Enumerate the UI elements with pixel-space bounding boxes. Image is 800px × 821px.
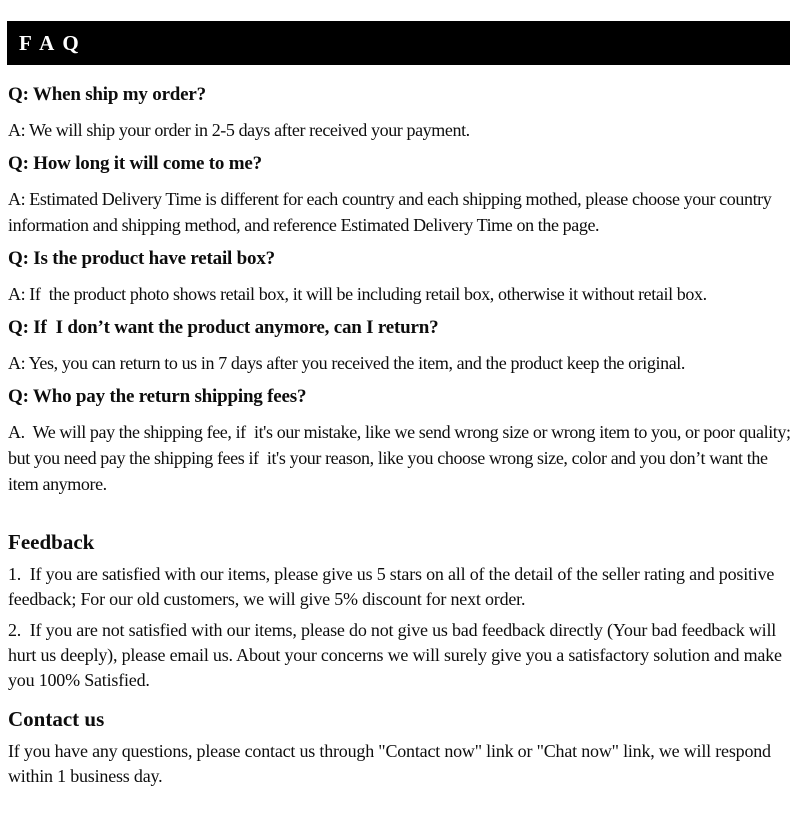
faq-item bbox=[8, 246, 794, 307]
faq-question: Q: Is the product have retail box? bbox=[8, 248, 275, 269]
faq-answer: A. We will pay the shipping fee, if it's our mistake, like we send wrong size or wrong item to you, or poor quality; but you need pay the shipping fees if it's your reason, like you choose wrong size, color and you don’t want the item anymore. bbox=[8, 422, 795, 494]
faq-item bbox=[8, 384, 794, 497]
feedback-item: 1. If you are satisfied with our items, please give us 5 stars on all of the detail of the seller rating and positive feedback; For our old customers, we will give 5% discount for next order. bbox=[8, 564, 779, 609]
faq-header-bar bbox=[7, 21, 790, 65]
feedback-item: 2. If you are not satisfied with our items, please do not give us bad feedback directly (Your bad feedback will hurt us deeply), please email us. About your concerns we will surely give you a satisfactory solution and make you 100% Satisfied. bbox=[8, 620, 787, 690]
feedback-heading: Feedback bbox=[8, 530, 95, 554]
feedback-section bbox=[8, 528, 794, 693]
contact-body: If you have any questions, please contact us through "Contact now" link or "Chat now" link, we will respond within 1 business day. bbox=[8, 741, 776, 786]
faq-item bbox=[8, 151, 794, 238]
faq-answer: A: Yes, you can return to us in 7 days after you received the item, and the product keep the original. bbox=[8, 353, 686, 373]
page-content bbox=[0, 82, 800, 789]
faq-question: Q: Who pay the return shipping fees? bbox=[8, 386, 307, 407]
faq-answer: A: If the product photo shows retail box, it will be including retail box, otherwise it without retail box. bbox=[8, 284, 707, 304]
faq-section bbox=[8, 82, 794, 497]
faq-page bbox=[0, 21, 800, 821]
contact-section bbox=[8, 705, 794, 789]
faq-question: Q: How long it will come to me? bbox=[8, 153, 262, 174]
faq-header-title: F A Q bbox=[19, 30, 81, 55]
faq-question: Q: When ship my order? bbox=[8, 84, 206, 105]
faq-item bbox=[8, 82, 794, 143]
faq-answer: A: We will ship your order in 2-5 days after received your payment. bbox=[8, 120, 470, 140]
contact-heading: Contact us bbox=[8, 707, 105, 731]
faq-question: Q: If I don’t want the product anymore, can I return? bbox=[8, 317, 439, 338]
faq-answer: A: Estimated Delivery Time is different for each country and each shipping mothed, please choose your country information and shipping method, and reference Estimated Delivery Time on the page. bbox=[8, 189, 776, 235]
faq-item bbox=[8, 315, 794, 376]
